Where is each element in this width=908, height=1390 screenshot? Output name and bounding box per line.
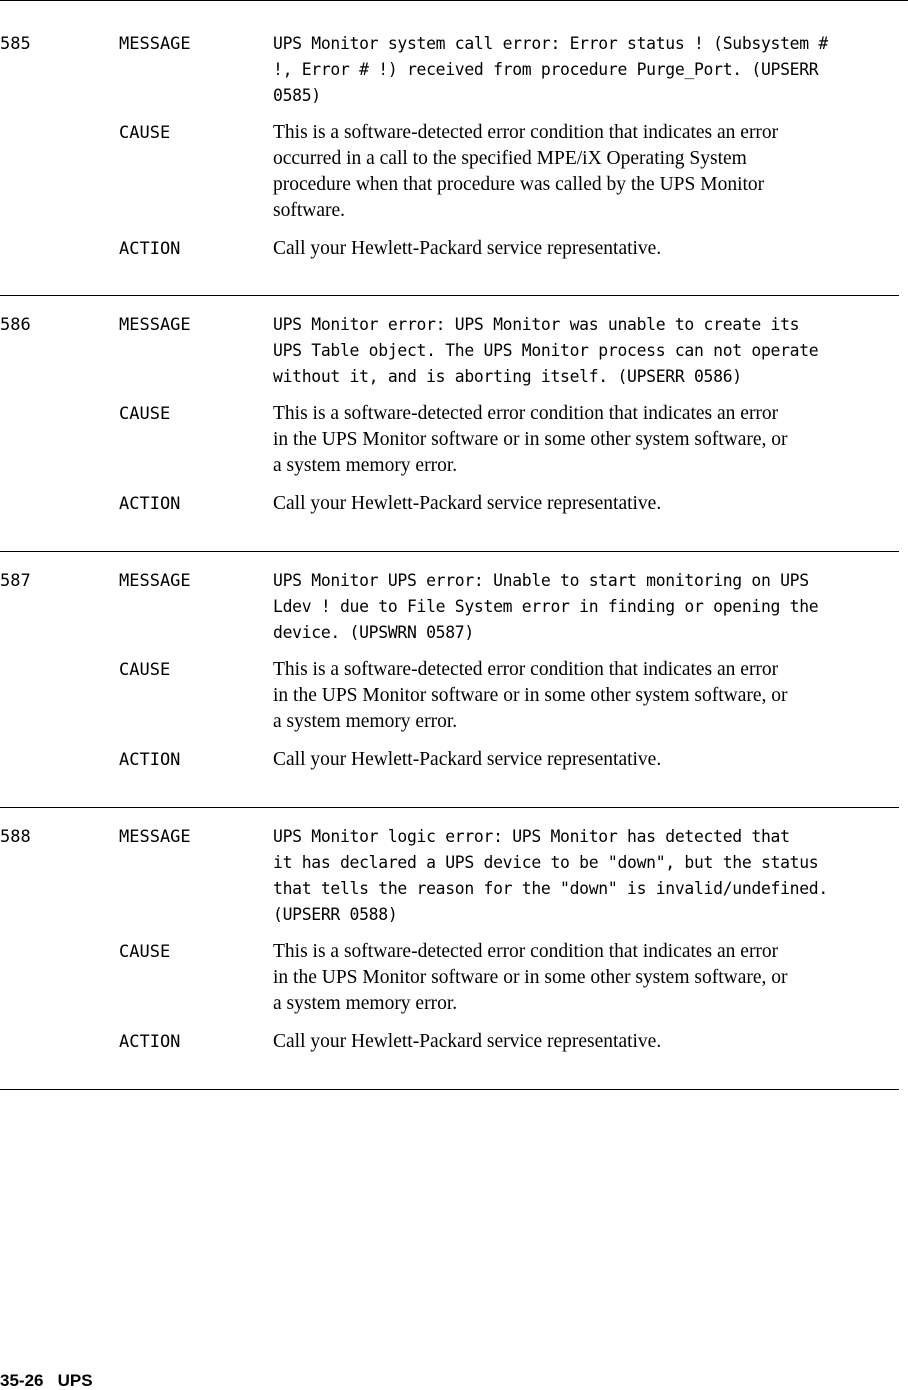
action-label: ACTION <box>119 1032 181 1052</box>
entry-divider <box>0 807 899 808</box>
cause-text: This is a software-detected error condition that indicates an error in the UPS Monitor software or in some other system software, or a system memory error. <box>273 403 788 476</box>
entry-number: 585 <box>0 34 31 54</box>
bottom-rule <box>0 1089 899 1090</box>
cause-label: CAUSE <box>119 404 171 424</box>
action-label: ACTION <box>119 750 181 770</box>
cause-text: This is a software-detected error condition that indicates an error in the UPS Monitor software or in some other system software, or a system memory error. <box>273 659 788 732</box>
section-name: UPS <box>57 1371 93 1390</box>
entry-number: 588 <box>0 827 31 847</box>
message-label: MESSAGE <box>119 34 191 54</box>
action-text: Call your Hewlett-Packard service representative. <box>273 493 662 514</box>
page-number: 35-26 <box>0 1371 44 1390</box>
message-label: MESSAGE <box>119 315 191 335</box>
cause-label: CAUSE <box>119 123 171 143</box>
entry-divider <box>0 551 899 552</box>
action-text: Call your Hewlett-Packard service representative. <box>273 749 662 770</box>
action-text: Call your Hewlett-Packard service representative. <box>273 1031 662 1052</box>
action-label: ACTION <box>119 239 181 259</box>
message-text: UPS Monitor error: UPS Monitor was unable to create its UPS Table object. The UPS Monitor process can not operate without it, and is aborting itself. (UPSERR 0586) <box>273 315 819 386</box>
cause-text: This is a software-detected error condition that indicates an error occurred in a call to the specified MPE/iX Operating System procedure when that procedure was called by the UPS Monitor software. <box>273 122 779 221</box>
message-text: UPS Monitor logic error: UPS Monitor has detected that it has declared a UPS device to be "down", but the status that tells the reason for the "down" is invalid/undefined. (UPSERR 0588) <box>273 827 828 924</box>
message-text: UPS Monitor UPS error: Unable to start monitoring on UPS Ldev ! due to File System error in finding or opening the device. (UPSWRN 0587) <box>273 571 819 642</box>
action-text: Call your Hewlett-Packard service representative. <box>273 238 662 259</box>
message-text: UPS Monitor system call error: Error status ! (Subsystem # !, Error # !) received from procedure Purge_Port. (UPSERR 0585) <box>273 34 828 105</box>
entry-number: 587 <box>0 571 31 591</box>
top-rule <box>0 0 908 1</box>
cause-label: CAUSE <box>119 942 171 962</box>
cause-label: CAUSE <box>119 660 171 680</box>
action-label: ACTION <box>119 494 181 514</box>
message-label: MESSAGE <box>119 827 191 847</box>
entry-divider <box>0 295 899 296</box>
cause-text: This is a software-detected error condition that indicates an error in the UPS Monitor software or in some other system software, or a system memory error. <box>273 941 788 1014</box>
entry-number: 586 <box>0 315 31 335</box>
message-label: MESSAGE <box>119 571 191 591</box>
page-footer <box>0 1372 93 1390</box>
